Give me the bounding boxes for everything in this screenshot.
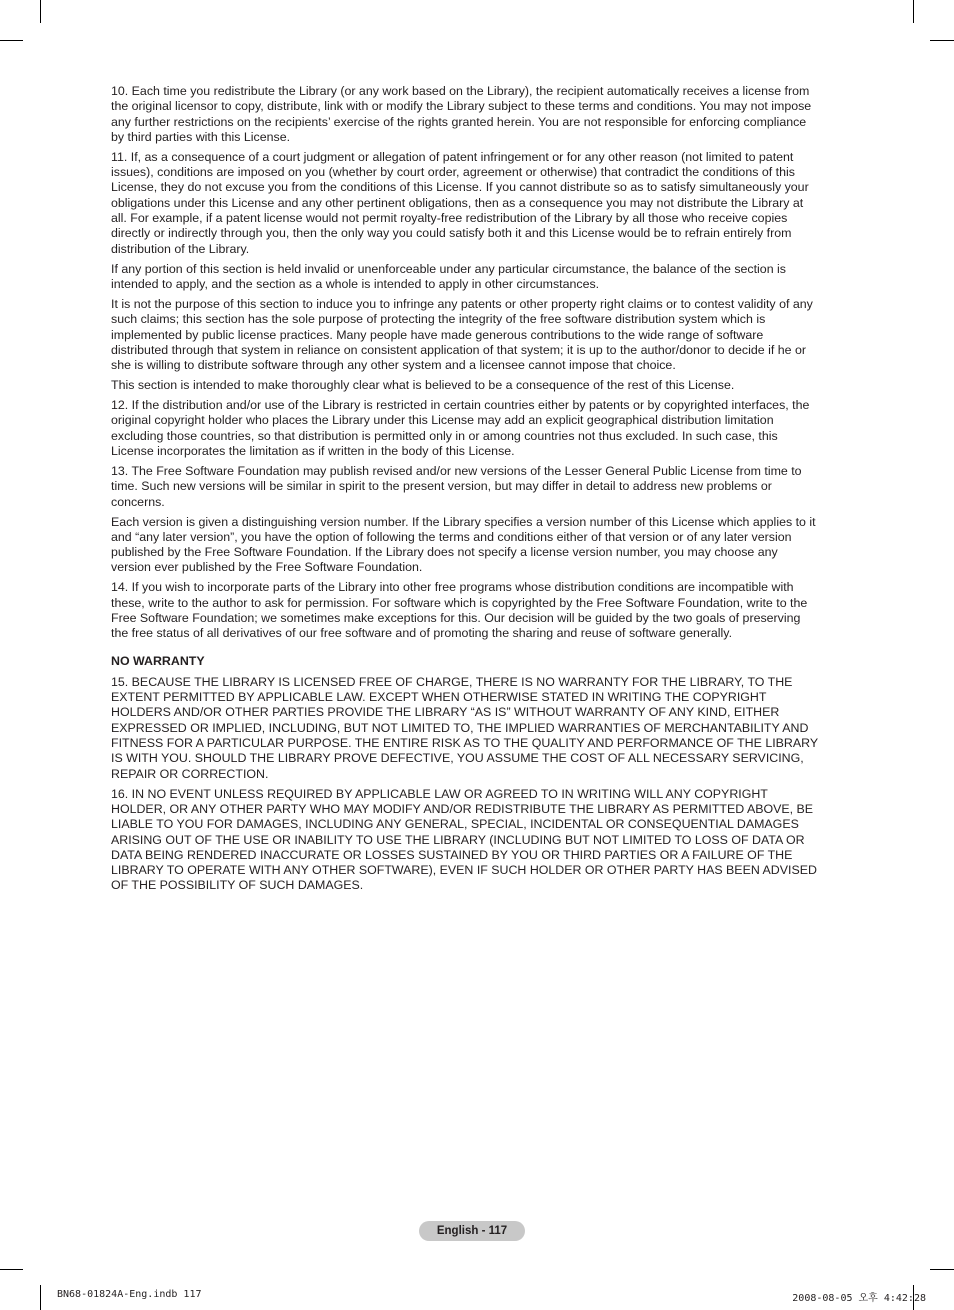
paragraph-11-severability: If any portion of this section is held invalid or unenforceable under any particular circumstance, the balance of the section is intended to apply, and the section as a whole is intended to apply in other circumstances. — [111, 261, 786, 291]
page-number-badge: English - 117 — [419, 1221, 525, 1241]
paragraph-13-versions: Each version is given a distinguishing version number. If the Library specifies a version number of this License which applies to it and “any later version”, you have the option of following the terms and conditions either of that version or of any later version published by the Free Software Foundation. If the Library does not specify a license version number, you may choose any version ever published by the Free Software Foundation. — [111, 514, 816, 575]
crop-mark-bottom-left-vertical — [40, 1285, 41, 1310]
paragraph-11-clarification: This section is intended to make thoroughly clear what is believed to be a consequence of the rest of this License. — [111, 378, 735, 393]
paragraph-13: 13. The Free Software Foundation may publish revised and/or new versions of the Lesser General Public License from time to time. Such new versions will be similar in spirit to the present version, but may differ in detail to address new problems or concerns. — [111, 463, 802, 509]
crop-mark-top-left-horizontal — [0, 40, 23, 41]
crop-mark-top-right-vertical — [913, 0, 914, 23]
paragraph-15: 15. BECAUSE THE LIBRARY IS LICENSED FREE OF CHARGE, THERE IS NO WARRANTY FOR THE LIBRARY, TO THE EXTENT PERMITTED BY APPLICABLE LAW. EXCEPT WHEN OTHERWISE STATED IN WRITING THE COPYRIGHT HOLDERS AND/OR OTHER PARTIES PROVIDE THE LIBRARY “AS IS” WITHOUT WARRANTY OF ANY KIND, EITHER EXPRESSED OR IMPLIED, INCLUDING, BUT NOT LIMITED TO, THE IMPLIED WARRANTIES OF MERCHANTABILITY AND FITNESS FOR A PARTICULAR PURPOSE. THE ENTIRE RISK AS TO THE QUALITY AND PERFORMANCE OF THE LIBRARY IS WITH YOU. SHOULD THE LIBRARY PROVE DEFECTIVE, YOU ASSUME THE COST OF ALL NECESSARY SERVICING, REPAIR OR CORRECTION. — [111, 674, 818, 781]
paragraph-12: 12. If the distribution and/or use of the Library is restricted in certain countries either by patents or by copyrighted interfaces, the original copyright holder who places the Library under this License may add an explicit geographical distribution limitation excluding those countries, so that distribution is permitted only in or among countries not thus excluded. In such case, this License incorporates the limitation as if written in the body of this License. — [111, 398, 810, 458]
print-slug-timestamp: 2008-08-05 오후 4:42:28 — [792, 1293, 926, 1304]
paragraph-10: 10. Each time you redistribute the Library (or any work based on the Library), the recipient automatically receives a license from the original licensor to copy, distribute, link with or modify the Library subject to these terms and conditions. You may not impose any further restrictions on the recipients’ exercise of the rights granted herein. You are not responsible for enforcing compliance by third parties with this License. — [111, 84, 812, 144]
print-slug-file: BN68-01824A-Eng.indb 117 — [57, 1289, 202, 1300]
crop-mark-bottom-left-horizontal — [0, 1269, 23, 1270]
paragraph-14: 14. If you wish to incorporate parts of the Library into other free programs whose distribution conditions are incompatible with these, write to the author to ask for permission. For software which is copyrighted by the Free Software Foundation, write to the Free Software Foundation; we sometimes make exceptions for this. Our decision will be guided by the two goals of preserving the free status of all derivatives of our free software and of promoting the sharing and reuse of software generally. — [111, 580, 808, 641]
paragraph-11-purpose: It is not the purpose of this section to induce you to infringe any patents or other property right claims or to contest validity of any such claims; this section has the sole purpose of protecting the integrity of the free software distribution system which is implemented by public license practices. Many people have made generous contributions to the wide range of software distributed through that system in reliance on consistent application of that system; it is up to the author/donor to decide if he or she is willing to distribute software through any other system and a licensee cannot impose that choice. — [111, 296, 813, 373]
no-warranty-heading: NO WARRANTY — [111, 653, 205, 668]
license-body — [111, 84, 821, 898]
crop-mark-bottom-right-horizontal — [930, 1269, 954, 1270]
paragraph-11: 11. If, as a consequence of a court judgment or allegation of patent infringement or for any other reason (not limited to patent issues), conditions are imposed on you (whether by court order, agreement or otherwise) that contradict the conditions of this License, they do not excuse you from the conditions of this License. If you cannot distribute so as to satisfy simultaneously your obligations under this License and any other pertinent obligations, then as a consequence you may not distribute the Library at all. For example, if a patent license would not permit royalty-free redistribution of the Library by all those who receive copies directly or indirectly through you, then the only way you could satisfy both it and this License would be to refrain entirely from distribution of the Library. — [111, 149, 809, 256]
paragraph-16: 16. IN NO EVENT UNLESS REQUIRED BY APPLICABLE LAW OR AGREED TO IN WRITING WILL ANY COPYRIGHT HOLDER, OR ANY OTHER PARTY WHO MAY MODIFY AND/OR REDISTRIBUTE THE LIBRARY AS PERMITTED ABOVE, BE LIABLE TO YOU FOR DAMAGES, INCLUDING ANY GENERAL, SPECIAL, INCIDENTAL OR CONSEQUENTIAL DAMAGES ARISING OUT OF THE USE OR INABILITY TO USE THE LIBRARY (INCLUDING BUT NOT LIMITED TO LOSS OF DATA OR DATA BEING RENDERED INACCURATE OR LOSSES SUSTAINED BY YOU OR THIRD PARTIES OR A FAILURE OF THE LIBRARY TO OPERATE WITH ANY OTHER SOFTWARE), EVEN IF SUCH HOLDER OR OTHER PARTY HAS BEEN ADVISED OF THE POSSIBILITY OF SUCH DAMAGES. — [111, 786, 817, 893]
crop-mark-top-right-horizontal — [930, 40, 954, 41]
crop-mark-top-left-vertical — [40, 0, 41, 23]
